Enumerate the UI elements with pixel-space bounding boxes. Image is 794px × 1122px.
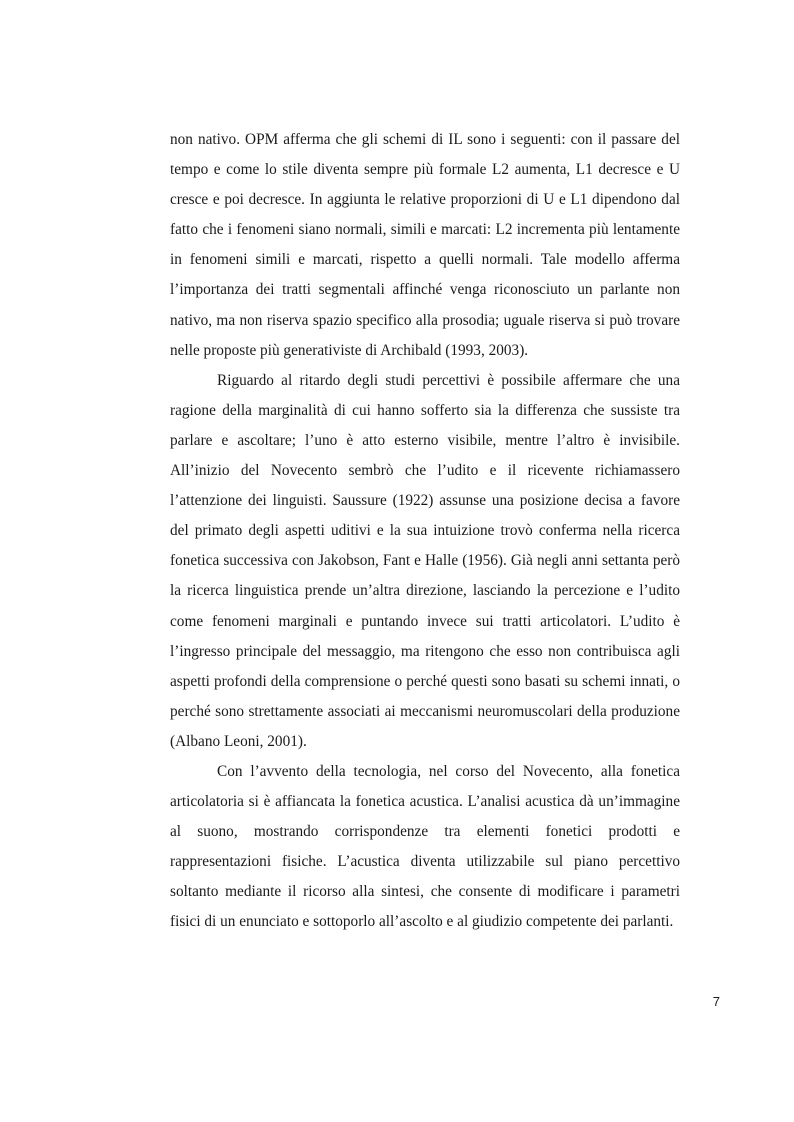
page-body — [170, 125, 680, 938]
page-number: 7 — [712, 994, 720, 1009]
paragraph-2: Riguardo al ritardo degli studi percettivi è possibile affermare che una ragione della marginalità di cui hanno sofferto sia la differenza che sussiste tra parlare e ascoltare; l’uno è atto esterno visibile, mentre l’altro è invisibile. All’inizio del Novecento sembrò che l’udito e il ricevente richiamassero l’attenzione dei linguisti. Saussure (1922) assunse una posizione decisa a favore del primato degli aspetti uditivi e la sua intuizione trovò conferma nella ricerca fonetica successiva con Jakobson, Fant e Halle (1956). Già negli anni settanta però la ricerca linguistica prende un’altra direzione, lasciando la percezione e l’udito come fenomeni marginali e puntando invece sui tratti articolatori. L’udito è l’ingresso principale del messaggio, ma ritengono che esso non contribuisca agli aspetti profondi della comprensione o perché questi sono basati su schemi innati, o perché sono strettamente associati ai meccanismi neuromuscolari della produzione (Albano Leoni, 2001). — [170, 371, 680, 750]
paragraph-3: Con l’avvento della tecnologia, nel corso del Novecento, alla fonetica articolatoria si è affiancata la fonetica acustica. L’analisi acustica dà un’immagine al suono, mostrando corrispondenze tra elementi fonetici prodotti e rappresentazioni fisiche. L’acustica diventa utilizzabile sul piano percettivo soltanto mediante il ricorso alla sintesi, che consente di modificare i parametri fisici di un enunciato e sottoporlo all’ascolto e al giudizio competente dei parlanti. — [170, 762, 680, 931]
paragraph-1: non nativo. OPM afferma che gli schemi di IL sono i seguenti: con il passare del tempo e come lo stile diventa sempre più formale L2 aumenta, L1 decresce e U cresce e poi decresce. In aggiunta le relative proporzioni di U e L1 dipendono dal fatto che i fenomeni siano normali, simili e marcati: L2 incrementa più lentamente in fenomeni simili e marcati, rispetto a quelli normali. Tale modello afferma l’importanza dei tratti segmentali affinché venga riconosciuto un parlante non nativo, ma non riserva spazio specifico alla prosodia; uguale riserva si può trovare nelle proposte più generativiste di Archibald (1993, 2003). — [170, 131, 680, 359]
